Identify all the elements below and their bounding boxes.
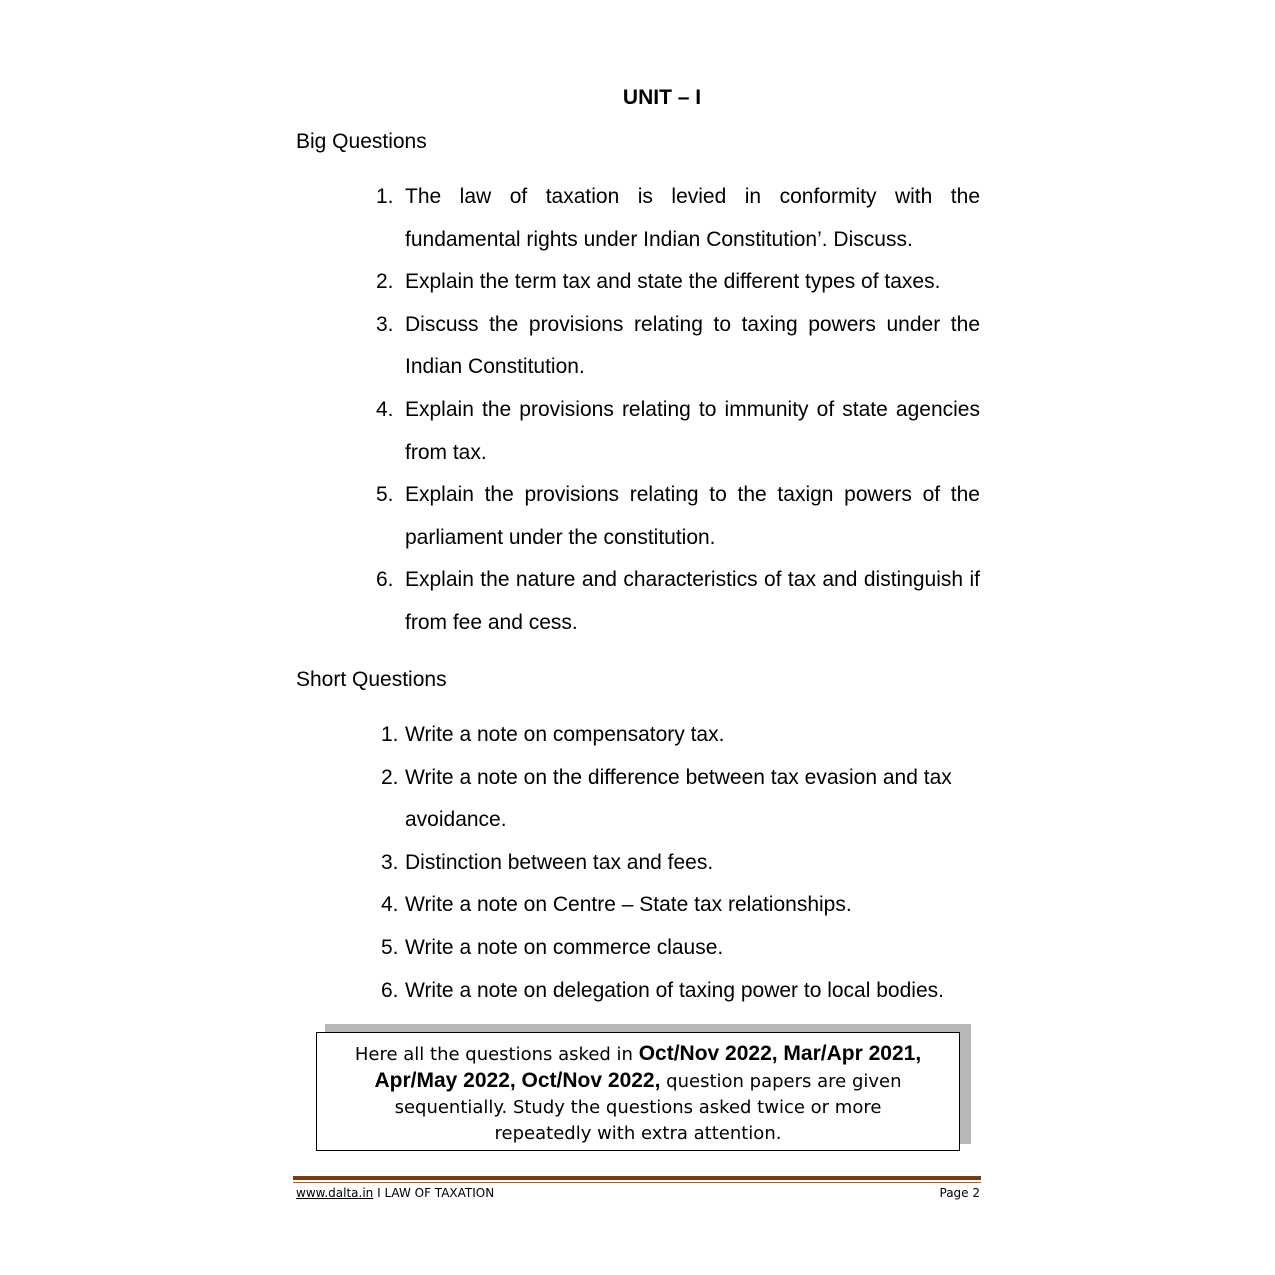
footer-rule xyxy=(293,1176,981,1180)
big-questions-heading: Big Questions xyxy=(296,130,427,153)
short-questions-heading: Short Questions xyxy=(296,668,447,691)
footer-subject: I LAW OF TAXATION xyxy=(373,1186,495,1200)
list-item xyxy=(376,842,980,885)
list-item-number: 1. xyxy=(381,723,399,746)
list-item-text: Explain the term tax and state the different types of taxes. xyxy=(405,270,941,294)
list-item xyxy=(376,176,980,261)
list-item-number: 3. xyxy=(381,850,399,874)
list-item-text: Write a note on the difference between tax evasion and tax avoidance. xyxy=(405,765,952,832)
list-item-text: Distinction between tax and fees. xyxy=(405,850,714,874)
list-item xyxy=(376,474,980,559)
list-item-text: Write a note on Centre – State tax relationships. xyxy=(405,893,852,917)
footer-rule-thin xyxy=(293,1182,981,1183)
list-item-text: The law of taxation is levied in conformity with the fundamental rights under Indian Constitution’. Discuss. xyxy=(405,185,980,251)
list-item-number: 5. xyxy=(376,483,394,507)
list-item-number: 5. xyxy=(381,935,399,959)
notice-dates: Apr/May 2022, Oct/Nov 2022, xyxy=(374,1069,661,1092)
list-item xyxy=(376,927,980,970)
short-questions-list xyxy=(376,714,980,1012)
notice-box xyxy=(316,1032,960,1151)
list-item xyxy=(376,757,980,842)
notice-text: Here all the questions asked in xyxy=(354,1044,639,1065)
notice-line-4: repeatedly with extra attention. xyxy=(494,1123,782,1144)
list-item-number: 1. xyxy=(376,185,394,208)
list-item xyxy=(376,884,980,927)
list-item-number: 4. xyxy=(376,397,394,421)
list-item-text: Write a note on delegation of taxing power to local bodies. xyxy=(405,978,944,1002)
footer-site-link[interactable]: www.dalta.in xyxy=(296,1186,374,1200)
list-item xyxy=(376,304,980,389)
list-item-number: 2. xyxy=(376,270,394,294)
list-item-number: 2. xyxy=(381,765,399,789)
footer xyxy=(296,1186,980,1200)
big-questions-list xyxy=(376,176,980,645)
list-item xyxy=(376,714,980,757)
list-item-text: Explain the provisions relating to the taxign powers of the parliament under the constitution. xyxy=(405,483,980,549)
list-item-number: 4. xyxy=(381,893,399,917)
list-item-number: 6. xyxy=(376,568,394,592)
list-item-text: Discuss the provisions relating to taxing powers under the Indian Constitution. xyxy=(405,312,980,379)
list-item-text: Write a note on commerce clause. xyxy=(405,935,724,959)
notice-line-2 xyxy=(317,1068,959,1095)
list-item-text: Write a note on compensatory tax. xyxy=(405,723,725,746)
list-item-text: Explain the provisions relating to immunity of state agencies from tax. xyxy=(405,397,980,464)
notice-text: question papers are given xyxy=(660,1071,902,1092)
list-item xyxy=(376,389,980,474)
list-item-number: 6. xyxy=(381,978,399,1002)
unit-title: UNIT – I xyxy=(622,86,702,109)
page-number: Page 2 xyxy=(939,1186,980,1200)
notice-line-3: sequentially. Study the questions asked twice or more xyxy=(394,1097,882,1118)
list-item xyxy=(376,559,980,644)
list-item-number: 3. xyxy=(376,312,394,336)
list-item xyxy=(376,970,980,1013)
list-item-text: Explain the nature and characteristics of tax and distinguish if from fee and cess. xyxy=(405,568,980,634)
notice-dates: Oct/Nov 2022, Mar/Apr 2021, xyxy=(638,1042,922,1065)
list-item xyxy=(376,261,980,304)
notice-line-1 xyxy=(317,1041,959,1068)
